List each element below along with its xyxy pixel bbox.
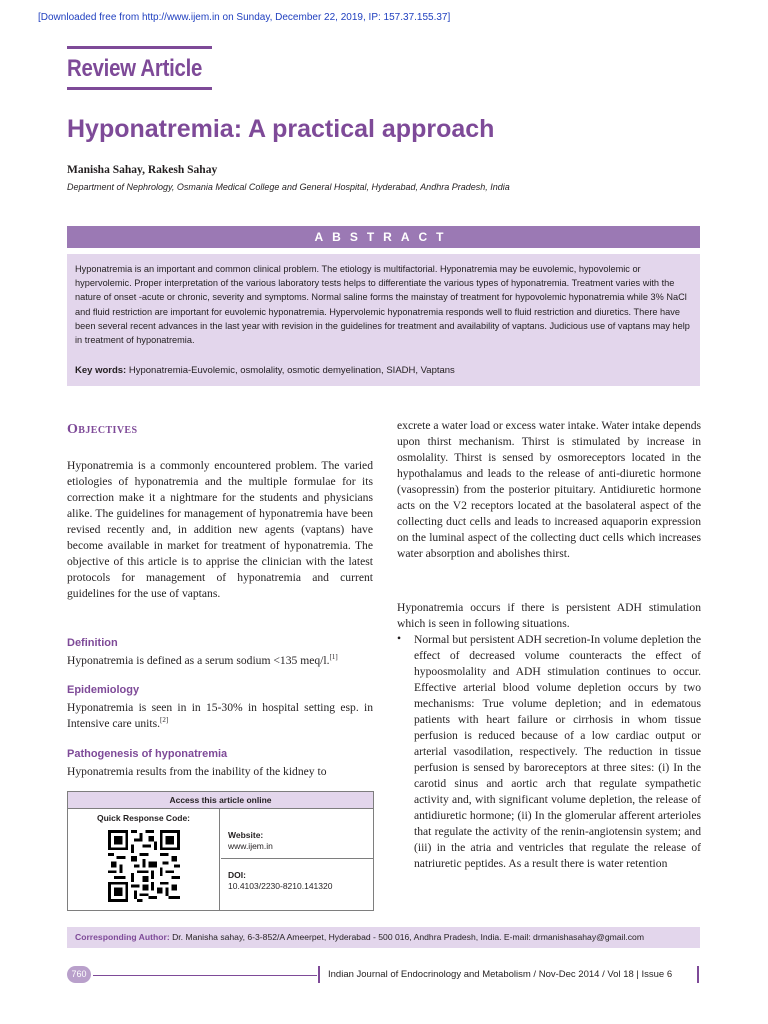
footer-divider-left — [318, 966, 320, 983]
page-number: 760 — [67, 966, 91, 983]
download-note: [Downloaded free from http://www.ijem.in on Sunday, December 22, 2019, IP: 157.37.155.37] — [38, 12, 451, 23]
affiliation: Department of Nephrology, Osmania Medical College and General Hospital, Hyderabad, Andhra Pradesh, India — [67, 182, 510, 192]
definition-body: Hyponatremia is defined as a serum sodium <135 meq/l. — [67, 654, 330, 667]
qr-code-icon[interactable] — [108, 830, 180, 902]
objectives-text: Hyponatremia is a commonly encountered problem. The varied etiologies of hyponatremia and the multiple formulae for its correction make it a nightmare for the students and physicians alike. The guidelines for management of hyponatremia have been revised recently and, in addition new agents (vaptans) have become available in market for treatment of hyponatremia. The objective of this article is to apprise the clinician with the latest protocols for management of hyponatremia and current guidelines for the use of vaptans. — [67, 459, 373, 600]
definition-ref[interactable]: [1] — [329, 653, 338, 662]
keywords — [75, 365, 455, 376]
article-title: Hyponatremia: A practical approach — [67, 115, 495, 143]
right-paragraph-2: Hyponatremia occurs if there is persistent ADH stimulation which is seen in following situations. — [397, 601, 701, 630]
corresponding-text: Dr. Manisha sahay, 6-3-852/A Ameerpet, Hyderabad - 500 016, Andhra Pradesh, India. E-mail: drmanishasahay@gmail.com — [172, 932, 644, 942]
doi-info — [221, 866, 373, 892]
epidemiology-heading: Epidemiology — [67, 684, 140, 696]
keywords-text: Hyponatremia-Euvolemic, osmolality, osmotic demyelination, SIADH, Vaptans — [128, 365, 455, 376]
footer-rule — [93, 975, 317, 976]
right-bullet-1: Normal but persistent ADH secretion-In volume depletion the effect of decreased volume counteracts the effect of hypoosmolality and ADH stimulation continues to occur. Effective arterial blood volume depletion occurs by two mechanisms: True volume depletion; and in edematous patients with heart failure or cirrhosis in whom tissue perfusion is reduced because of a low cardiac output or arterial vasodilation, respectively. The reduction in tissue perfusion is sensed by baroreceptors at three sites: (i) In the carotid sinus and aortic arch that regulate sympathetic activity and, with significant volume depletion, the release of antidiuretic hormone; (ii) In the glomerular afferent arterioles that regulate the activity of the renin-angiotensin system; and (iii) in the atria and ventricles that regulate the release of natriuretic peptides. As a result there is water retention — [414, 633, 701, 870]
authors: Manisha Sahay, Rakesh Sahay — [67, 164, 218, 176]
definition-heading: Definition — [67, 637, 118, 649]
corresponding-author — [67, 927, 700, 948]
bullet-marker: • — [397, 632, 402, 645]
corresponding-label: Corresponding Author: — [75, 932, 170, 942]
abstract-text: Hyponatremia is an important and common clinical problem. The etiology is multifactorial. Hyponatremia may be euvolemic, hypovolemic or hypervolemic. Proper interpretation of the various laboratory tests helps to differentiate the various types of hyponatremia. Treatment varies with the nature of onset -acute or chronic, severity and symptoms. Normal saline forms the mainstay of treatment for hypovolemic hyponatremia while 3% NaCl and fluid restriction are important for euvolemic hyponatremia. Hypervolemic hyponatremia responds well to fluid restriction and diuretics. There have been several recent advances in the last year with revision in the guidelines for treatment and availability of vaptans. Judicious use of vaptans may help in treatment of hyponatremia. — [75, 264, 690, 346]
pathogenesis-text: Hyponatremia results from the inability of the kidney to — [67, 765, 327, 778]
objectives-heading: Objectives — [67, 422, 138, 437]
journal-footer: Indian Journal of Endocrinology and Metabolism / Nov-Dec 2014 / Vol 18 | Issue 6 — [328, 969, 673, 980]
epidemiology-ref[interactable]: [2] — [160, 716, 169, 725]
abstract-heading: ABSTRACT — [67, 226, 700, 248]
header-rule-top — [67, 46, 212, 49]
info-divider — [221, 858, 374, 859]
doi-value[interactable]: 10.4103/2230-8210.141320 — [228, 881, 333, 891]
header-rule-bottom — [67, 87, 212, 90]
qr-column — [68, 809, 220, 911]
website-link[interactable]: www.ijem.in — [228, 841, 273, 851]
website-info — [221, 826, 373, 852]
epidemiology-text — [67, 700, 373, 732]
access-article-box — [67, 791, 374, 911]
qr-label: Quick Response Code: — [96, 813, 191, 823]
footer-divider-right — [697, 966, 699, 983]
keywords-label: Key words: — [75, 365, 127, 376]
epidemiology-body: Hyponatremia is seen in in 15-30% in hospital setting esp. in Intensive care units. — [67, 701, 373, 730]
right-paragraph-1: excrete a water load or excess water intake. Water intake depends upon thirst mechanism. Thirst is stimulated by increase in osmolality. Thirst is sensed by osmoreceptors located in the hypothalamus and leads to the release of anti-diuretic hormone (vasopressin) from the posterior pituitary. Antidiuretic hormone acts on the V2 receptors located at the basolateral aspect of the collecting duct cells and leads to increased aquaporin expression on the luminal aspect of the collecting duct cells which increases water absorption and abolishes thirst. — [397, 419, 701, 560]
access-heading: Access this article online — [68, 792, 373, 809]
definition-text — [67, 653, 373, 669]
article-type: Review Article — [67, 55, 203, 82]
doi-label: DOI: — [228, 870, 246, 880]
website-label: Website: — [228, 830, 264, 840]
pathogenesis-heading: Pathogenesis of hyponatremia — [67, 748, 228, 760]
